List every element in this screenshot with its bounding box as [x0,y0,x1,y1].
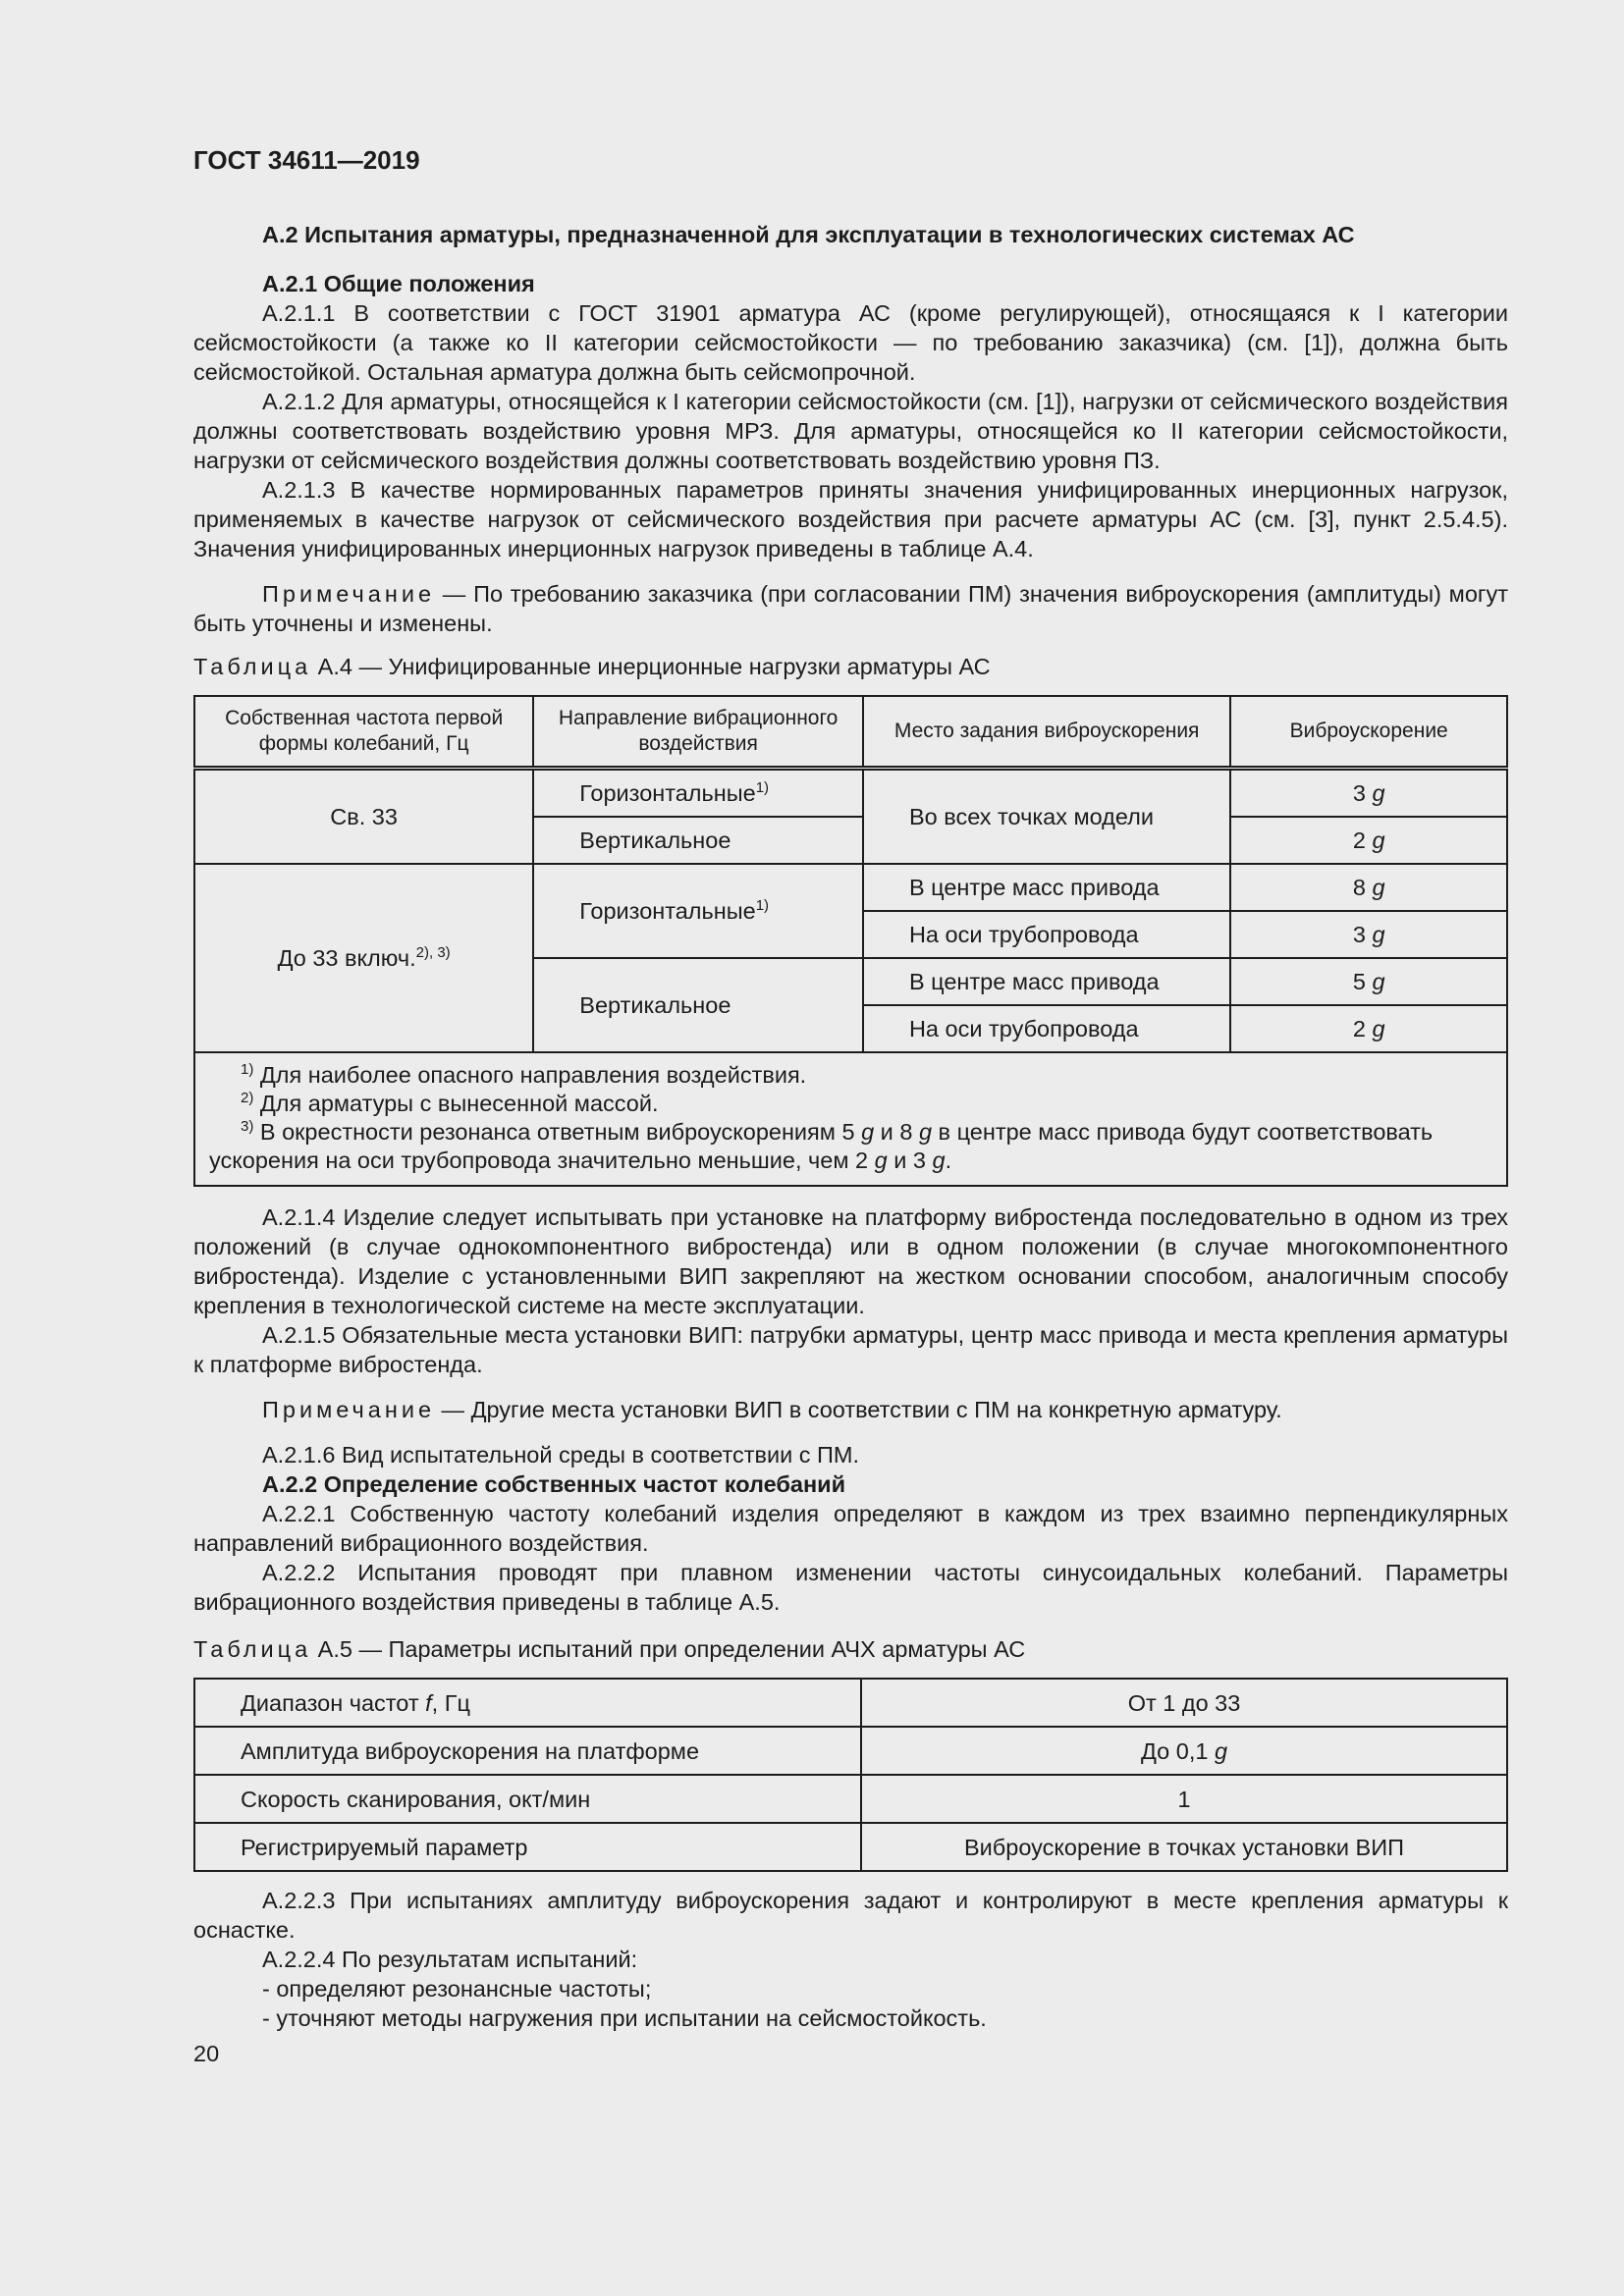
table-cell: От 1 до 33 [861,1679,1507,1727]
table-cell: Св. 33 [194,769,533,865]
table-header-cell: Собственная частота первой формы колебаний, Гц [194,696,533,769]
table-cell: Во всех точках модели [863,769,1230,865]
paragraph: А.2.1.4 Изделие следует испытывать при установке на платформу вибростенда последовательно в одном из трех положений (в случае однокомпонентного вибростенда) или в одном положении (в случае многокомпонентного вибростенда). Изделие с установленными ВИП закрепляют на жестком основании способом, аналогичным способу крепления в технологической системе на месте эксплуатации. [193,1204,1508,1318]
document-header: ГОСТ 34611—2019 [193,145,420,175]
table-cell: Горизонтальные$^{1)}$ [533,864,863,958]
paragraph: А.2.2.3 При испытаниях амплитуду виброускорения задают и контролируют в месте крепления арматуры к оснастке. [193,1888,1508,1943]
note-text: — По требованию заказчика (при согласовании ПМ) значения виброускорения (амплитуды) могут быть уточнены и изменены. [193,581,1508,636]
table-footnotes-row [194,1052,1507,1186]
table-caption: Таблица А.5 — Параметры испытаний при определении АЧХ арматуры АС [193,1636,1026,1662]
table-row [194,769,1507,818]
table-cell: 8 g [1230,864,1507,911]
table-cell: 3 g [1230,911,1507,958]
footnote: $^{2)}$ Для арматуры с вынесенной массой. [241,1090,659,1116]
list-item: - уточняют методы нагружения при испытании на сейсмостойкость. [262,2005,987,2031]
note-label: Примечание [262,1397,436,1422]
table-cell: На оси трубопровода [863,1005,1230,1052]
page-number: 20 [193,2041,220,2066]
table-cell: Скорость сканирования, окт/мин [194,1775,861,1823]
table-cell: Вертикальное [533,958,863,1052]
table-cell: 3 g [1230,769,1507,818]
paragraph: А.2.1.5 Обязательные места установки ВИП: патрубки арматуры, центр масс привода и места крепления арматуры к платформе вибростенда. [193,1322,1508,1377]
table-header-row [194,696,1507,769]
table-caption: Таблица А.4 — Унифицированные инерционные нагрузки арматуры АС [193,654,991,679]
table-row [194,1823,1507,1871]
section-title: А.2 Испытания арматуры, предназначенной для эксплуатации в технологических системах АС [262,222,1355,247]
table-cell: 2 g [1230,1005,1507,1052]
footnote: $^{1)}$ Для наиболее опасного направления воздействия. [241,1061,807,1088]
table-cell: До 33 включ.$^{2), 3)}$ [194,864,533,1052]
table-cell: 1 [861,1775,1507,1823]
table-cell: В центре масс привода [863,958,1230,1005]
note-label: Примечание [262,581,436,607]
table-a5 [193,1678,1508,1872]
paragraph: А.2.2.2 Испытания проводят при плавном изменении частоты синусоидальных колебаний. Параметры вибрационного воздействия приведены в таблице А.5. [193,1560,1508,1615]
table-cell: В центре масс привода [863,864,1230,911]
table-header-cell: Место задания виброускорения [863,696,1230,769]
table-cell: До 0,1 g [861,1727,1507,1775]
paragraph: А.2.2.4 По результатам испытаний: [262,1947,638,1972]
table-cell: Виброускорение в точках установки ВИП [861,1823,1507,1871]
table-header-cell: Виброускорение [1230,696,1507,769]
table-footnotes [194,1052,1507,1186]
footnote: $^{3)}$ В окрестности резонанса ответным виброускорениям 5 g и 8 g в центре масс привода будут соответствовать [241,1118,1434,1145]
table-cell: На оси трубопровода [863,911,1230,958]
paragraph: А.2.2.1 Собственную частоту колебаний изделия определяют в каждом из трех взаимно перпендикулярных направлений вибрационного воздействия. [193,1501,1508,1556]
table-row [194,864,1507,911]
table-cell: Амплитуда виброускорения на платформе [194,1727,861,1775]
note-text: — Другие места установки ВИП в соответствии с ПМ на конкретную арматуру. [435,1397,1282,1422]
subsection-title: А.2.2 Определение собственных частот колебаний [262,1471,846,1497]
table-row [194,1679,1507,1727]
table-cell: Горизонтальные$^{1)}$ [533,769,863,818]
paragraph: А.2.1.1 В соответствии с ГОСТ 31901 арматура АС (кроме регулирующей), относящаяся к I категории сейсмостойкости (а также ко II категории сейсмостойкости — по требованию заказчика) (см. [1]), должна быть сейсмостойкой. Остальная арматура должна быть сейсмопрочной. [193,300,1508,385]
table-cell: Диапазон частот f, Гц [194,1679,861,1727]
table-header-cell: Направление вибрационного воздействия [533,696,863,769]
subsection-title: А.2.1 Общие положения [262,271,535,296]
table-a4 [193,695,1508,1187]
note [193,579,1508,638]
table-cell: 5 g [1230,958,1507,1005]
table-row [194,1727,1507,1775]
list-item: - определяют резонансные частоты; [262,1976,652,2002]
paragraph: А.2.1.6 Вид испытательной среды в соответствии с ПМ. [262,1442,860,1468]
table-cell: Регистрируемый параметр [194,1823,861,1871]
table-cell: 2 g [1230,817,1507,864]
paragraph: А.2.1.2 Для арматуры, относящейся к I категории сейсмостойкости (см. [1]), нагрузки от сейсмического воздействия должны соответствовать воздействию уровня МРЗ. Для арматуры, относящейся ко II категории сейсмостойкости, нагрузки от сейсмического воздействия должны соответствовать воздействию уровня ПЗ. [193,389,1508,473]
table-cell: Вертикальное [533,817,863,864]
paragraph: А.2.1.3 В качестве нормированных параметров приняты значения унифицированных инерционных нагрузок, применяемых в качестве нагрузок от сейсмического воздействия при расчете арматуры АС (см. [3], пункт 2.5.4.5). Значения унифицированных инерционных нагрузок приведены в таблице А.4. [193,477,1508,561]
note [193,1395,1508,1424]
document-page [193,145,1508,2068]
table-row [194,1775,1507,1823]
footnote-continuation: ускорения на оси трубопровода значительно меньшие, чем 2 g и 3 g. [209,1148,952,1173]
